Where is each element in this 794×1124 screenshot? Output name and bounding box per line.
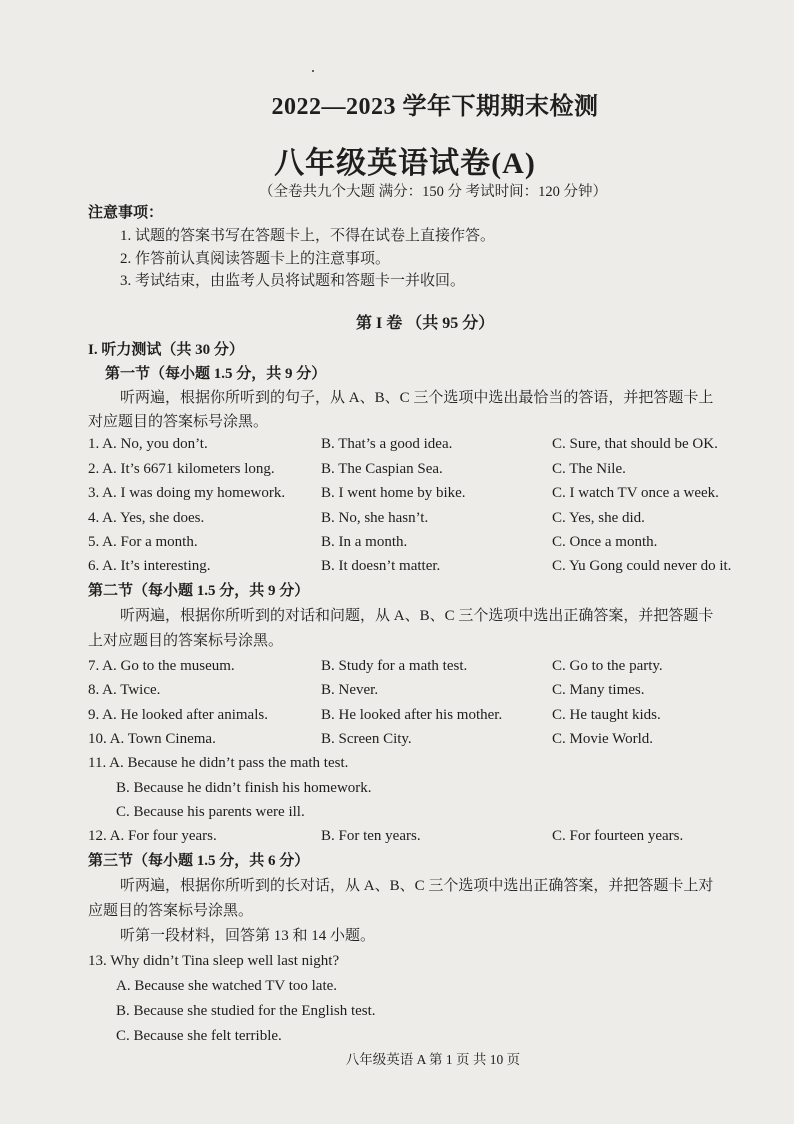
question-stem: 13. Why didn’t Tina sleep well last night?: [88, 953, 340, 969]
option-c: C. Sure, that should be OK.: [552, 436, 718, 452]
speck-mark: [312, 70, 314, 72]
option-c: C. Go to the party.: [552, 658, 663, 674]
option-a: 8. A. Twice.: [88, 682, 161, 698]
section-instructions: 听两遍，根据你所听到的对话和问题，从 A、B、C 三个选项中选出正确答案，并把答题卡: [120, 608, 714, 624]
exam-info: （全卷共九个大题 满分：150 分 考试时间：120 分钟）: [259, 184, 607, 200]
option-a: 4. A. Yes, she does.: [88, 510, 205, 526]
notice-item: 2. 作答前认真阅读答题卡上的注意事项。: [120, 251, 391, 267]
exam-title-subject: 八年级英语试卷(A): [274, 147, 536, 180]
option-c: C. I watch TV once a week.: [552, 485, 719, 501]
option-b: B. In a month.: [321, 534, 408, 550]
option-b: B. That’s a good idea.: [321, 436, 453, 452]
exam-title-year: 2022—2023 学年下期期末检测: [271, 94, 599, 120]
option-c: C. Because his parents were ill.: [116, 804, 305, 820]
option-c: C. Yes, she did.: [552, 510, 645, 526]
option-a: 10. A. Town Cinema.: [88, 731, 216, 747]
page-footer: 八年级英语 A 第 1 页 共 10 页: [345, 1052, 521, 1067]
option-c: C. Because she felt terrible.: [116, 1028, 282, 1044]
section-heading: 第一节（每小题 1.5 分，共 9 分）: [105, 366, 327, 382]
section-instructions: 应题目的答案标号涂黑。: [88, 903, 254, 919]
option-b: B. No, she hasn’t.: [321, 510, 429, 526]
option-a: 9. A. He looked after animals.: [88, 707, 268, 723]
option-b: B. Because he didn’t finish his homework.: [116, 780, 372, 796]
option-b: B. He looked after his mother.: [321, 707, 503, 723]
option-a: 7. A. Go to the museum.: [88, 658, 235, 674]
option-b: B. Because she studied for the English test.: [116, 1003, 376, 1019]
option-b: B. It doesn’t matter.: [321, 558, 441, 574]
notice-heading: 注意事项：: [88, 205, 164, 221]
section-heading: 第三节（每小题 1.5 分，共 6 分）: [88, 853, 310, 869]
option-c: C. Yu Gong could never do it.: [552, 558, 732, 574]
notice-item: 1. 试题的答案书写在答题卡上，不得在试卷上直接作答。: [120, 228, 496, 244]
option-c: C. He taught kids.: [552, 707, 661, 723]
option-b: B. Screen City.: [321, 731, 412, 747]
option-c: C. For fourteen years.: [552, 828, 684, 844]
section-instructions: 对应题目的答案标号涂黑。: [88, 414, 269, 430]
option-a: 12. A. For four years.: [88, 828, 217, 844]
option-c: C. The Nile.: [552, 461, 626, 477]
option-b: B. The Caspian Sea.: [321, 461, 443, 477]
option-b: B. Never.: [321, 682, 379, 698]
section-instructions: 听两遍，根据你所听到的长对话，从 A、B、C 三个选项中选出正确答案，并把答题卡上对: [120, 878, 714, 894]
option-a: A. Because she watched TV too late.: [116, 978, 338, 994]
option-c: C. Movie World.: [552, 731, 654, 747]
notice-item: 3. 考试结束，由监考人员将试题和答题卡一并收回。: [120, 273, 466, 289]
option-c: C. Many times.: [552, 682, 645, 698]
option-a: 3. A. I was doing my homework.: [88, 485, 286, 501]
option-a: 2. A. It’s 6671 kilometers long.: [88, 461, 275, 477]
option-b: B. I went home by bike.: [321, 485, 466, 501]
option-b: B. Study for a math test.: [321, 658, 468, 674]
option-a: 5. A. For a month.: [88, 534, 198, 550]
material-note: 听第一段材料，回答第 13 和 14 小题。: [120, 928, 376, 944]
option-b: B. For ten years.: [321, 828, 421, 844]
volume-title: 第 I 卷 （共 95 分）: [356, 315, 495, 332]
option-a: 6. A. It’s interesting.: [88, 558, 211, 574]
section-instructions: 听两遍，根据你所听到的句子，从 A、B、C 三个选项中选出最恰当的答语，并把答题卡上: [120, 390, 714, 406]
part-heading: I. 听力测试（共 30 分）: [88, 342, 244, 358]
option-a: 1. A. No, you don’t.: [88, 436, 208, 452]
section-instructions: 上对应题目的答案标号涂黑。: [88, 633, 284, 649]
option-c: C. Once a month.: [552, 534, 658, 550]
section-heading: 第二节（每小题 1.5 分，共 9 分）: [88, 583, 310, 599]
option-a: 11. A. Because he didn’t pass the math test.: [88, 755, 349, 771]
